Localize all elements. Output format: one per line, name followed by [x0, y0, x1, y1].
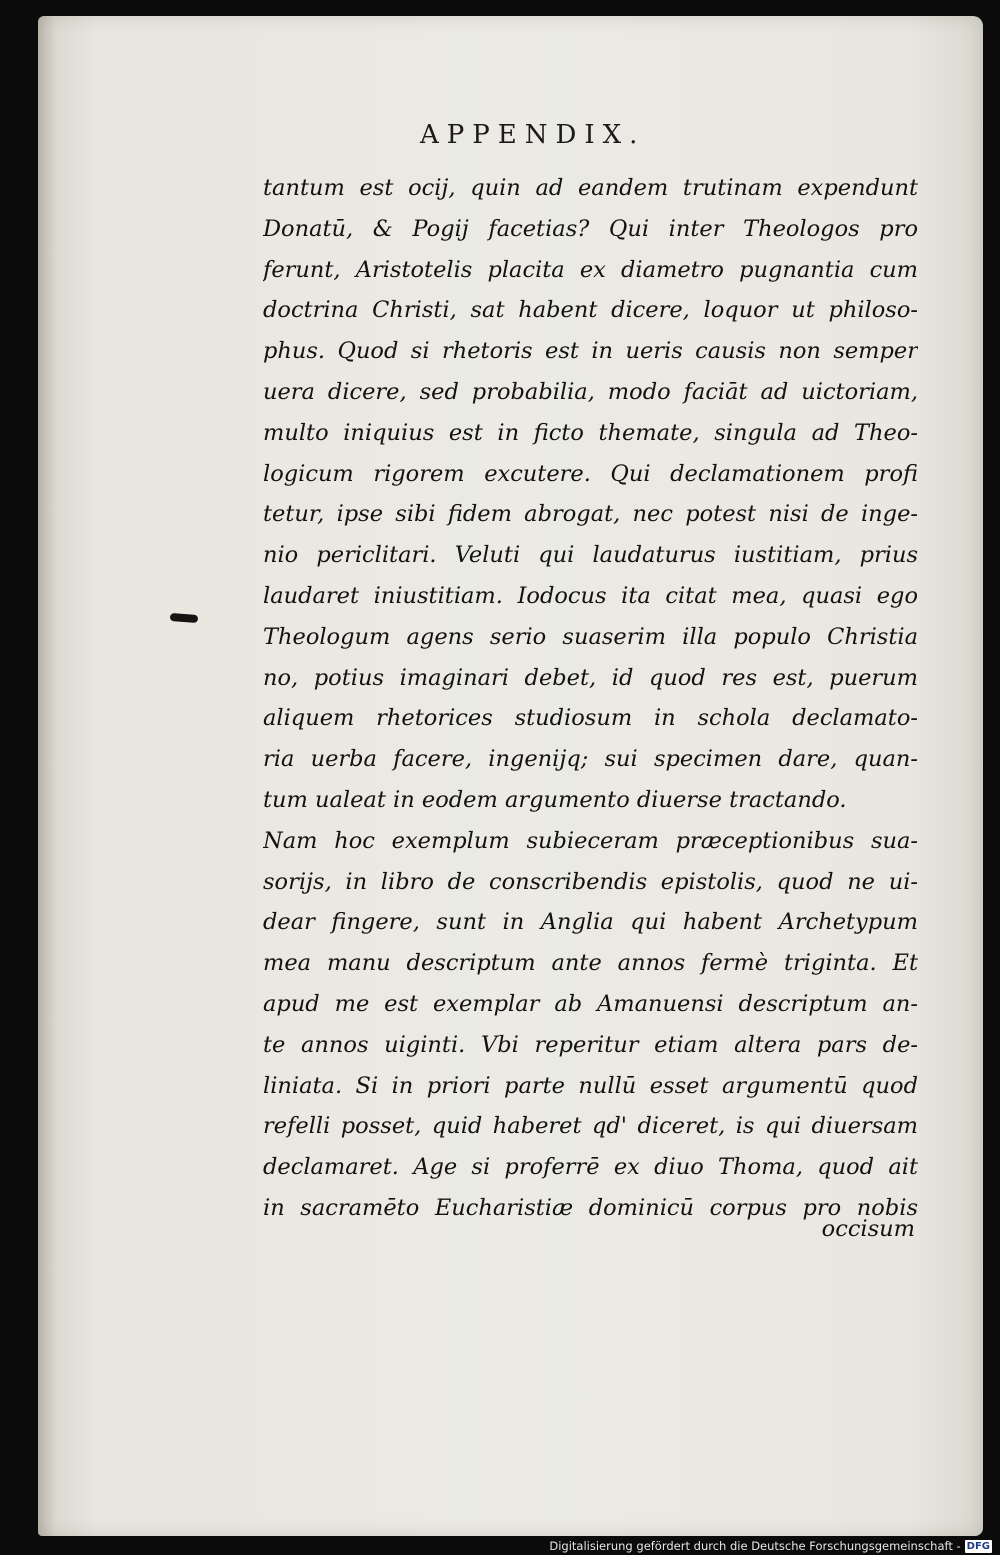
credit-text: Digitalisierung gefördert durch die Deutsche Forschungsgemeinschaft - [549, 1539, 961, 1553]
text-line: nio periclitari. Veluti qui laudaturus iustitiam, prius [263, 542, 918, 569]
text-line: ria uerba facere, ingenijq; sui specimen dare, quan- [263, 746, 918, 773]
dfg-logo: DFG [966, 1540, 990, 1552]
text-line: ferunt, Aristotelis placita ex diametro pugnantia cum [263, 256, 918, 283]
text-line: laudaret iniustitiam. Iodocus ita citat mea, quasi ego [263, 582, 918, 609]
text-line: Theologum agens serio suaserim illa populo Christia [263, 623, 918, 650]
catchword: occisum [821, 1216, 915, 1242]
text-line: aliquem rhetorices studiosum in schola declamato- [263, 705, 918, 732]
text-line: uera dicere, sed probabilia, modo faciāt ad uictoriam, [263, 378, 918, 405]
ink-mark [170, 613, 198, 623]
text-line: te annos uiginti. Vbi reperitur etiam altera pars de- [263, 1031, 918, 1058]
text-line: apud me est exemplar ab Amanuensi descriptum an- [263, 990, 918, 1017]
text-line: no, potius imaginari debet, id quod res est, puerum [263, 664, 918, 691]
text-line: Nam hoc exemplum subieceram præceptionibus sua- [263, 827, 918, 854]
text-line: dear fingere, sunt in Anglia qui habent Archetypum [263, 909, 918, 936]
text-line: in sacramēto Eucharistiæ dominicū corpus pro nobis [263, 1194, 918, 1221]
text-line: tetur, ipse sibi fidem abrogat, nec potest nisi de inge- [263, 501, 918, 528]
text-line: refelli posset, quid haberet qd' diceret, is qui diuersam [263, 1113, 918, 1140]
text-line: multo iniquius est in ficto themate, singula ad Theo- [263, 419, 918, 446]
digitization-credit [549, 1538, 992, 1554]
text-line: Donatū, & Pogij facetias? Qui inter Theologos pro [263, 215, 918, 242]
text-line: liniata. Si in priori parte nullū esset argumentū quod [263, 1072, 918, 1099]
text-line: doctrina Christi, sat habent dicere, loquor ut philoso- [263, 297, 918, 324]
text-line: tum ualeat in eodem argumento diuerse tractando. [263, 786, 847, 813]
text-line: logicum rigorem excutere. Qui declamationem profi [263, 460, 918, 487]
text-line: mea manu descriptum ante annos fermè triginta. Et [263, 950, 918, 977]
text-line: tantum est ocij, quin ad eandem trutinam expendunt [263, 175, 918, 201]
text-line: phus. Quod si rhetoris est in ueris causis non semper [263, 338, 918, 365]
running-head: APPENDIX. [420, 120, 646, 150]
text-line: declamaret. Age si proferrē ex diuo Thoma, quod ait [263, 1154, 918, 1181]
text-line: sorijs, in libro de conscribendis epistolis, quod ne ui- [263, 868, 918, 895]
body-text [263, 168, 918, 1229]
